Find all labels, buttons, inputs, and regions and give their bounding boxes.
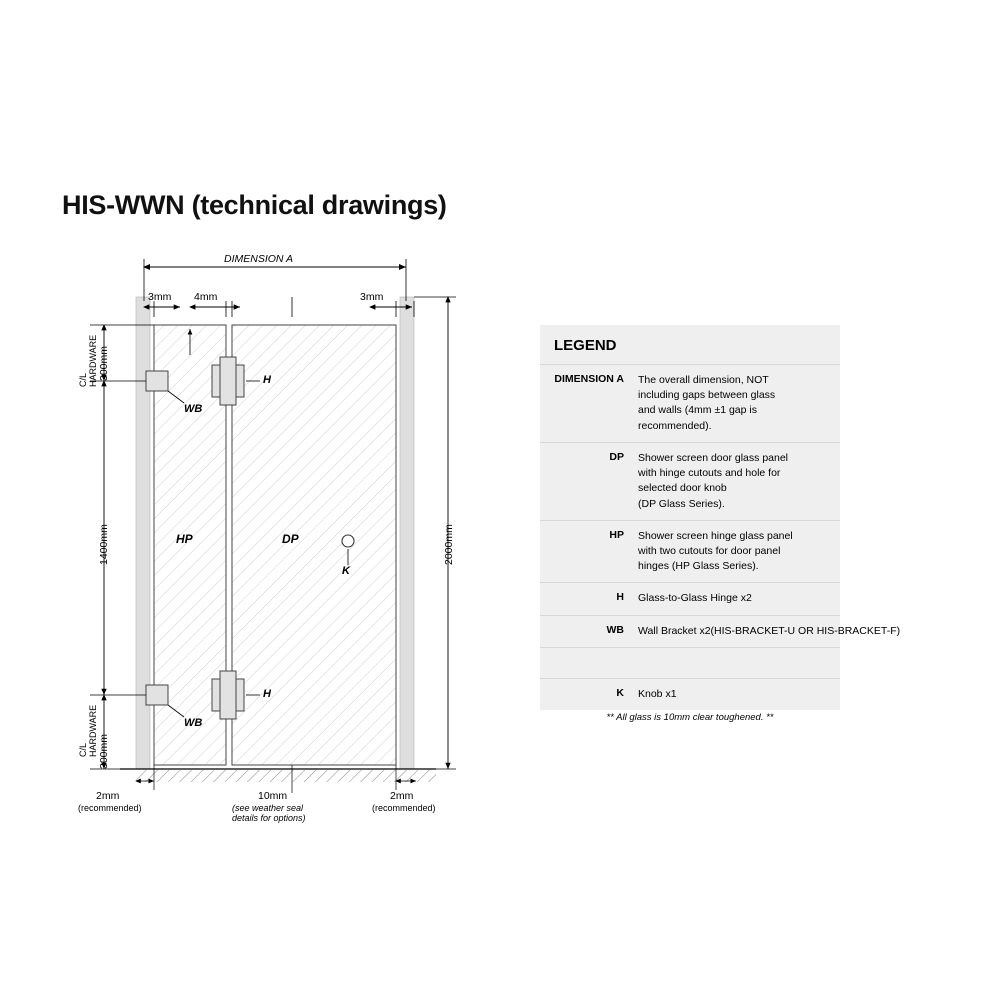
technical-drawing — [60, 245, 480, 845]
legend-value: The overall dimension, NOT including gaps between glass and walls (4mm ±1 gap is recommended). — [638, 374, 776, 432]
legend-row — [540, 583, 840, 615]
legend-key: HP — [609, 528, 624, 541]
wall-bracket-top-label: WB — [184, 403, 203, 415]
legend-panel — [540, 325, 901, 710]
wall-bracket-top — [146, 371, 168, 391]
legend-row-spacer — [540, 648, 840, 679]
legend-key: DP — [609, 450, 624, 463]
top-hardware-dimension: 300mm — [98, 345, 110, 381]
legend-value: Knob x1 — [638, 687, 677, 700]
shower-screen-drawing-svg — [60, 245, 480, 845]
panel-dp-label: DP — [282, 532, 299, 546]
gap-between-glass-label: 4mm — [194, 291, 218, 303]
panel-hp-label: HP — [176, 532, 193, 546]
legend-key: WB — [606, 623, 624, 636]
floor-center-gap: 10mm — [258, 790, 288, 802]
overall-height-dimension: 2000mm — [443, 524, 455, 565]
gap-right-wall-label: 3mm — [360, 291, 384, 303]
legend-note: ** All glass is 10mm clear toughened. ** — [606, 712, 774, 723]
floor-left-gap: 2mm — [96, 790, 120, 802]
legend-title: LEGEND — [540, 325, 840, 365]
hinge-bottom-label: H — [263, 688, 271, 700]
legend-key — [540, 648, 632, 678]
legend-key: DIMENSION A — [554, 373, 624, 385]
floor-line — [120, 769, 436, 782]
wall-right — [400, 297, 414, 769]
floor-right-gap-note: (recommended) — [372, 803, 436, 813]
legend-value: Glass-to-Glass Hinge x2 — [638, 592, 752, 605]
dimension-a-label: DIMENSION A — [224, 253, 294, 265]
middle-dimension: 1400mm — [98, 524, 110, 565]
legend-row — [540, 521, 840, 584]
floor-right-gap: 2mm — [390, 790, 414, 802]
legend-row — [540, 616, 901, 648]
legend-value — [632, 648, 644, 678]
legend-key: H — [616, 591, 624, 604]
bottom-hardware-dimension: 300mm — [98, 733, 110, 769]
top-hardware-cl-label: C/L HARDWARE — [78, 334, 99, 387]
gap-left-wall-label: 3mm — [148, 291, 172, 303]
legend-row — [540, 443, 840, 521]
page-title: HIS-WWN (technical drawings) — [62, 190, 447, 220]
legend-row — [540, 365, 840, 443]
legend-value: Shower screen hinge glass panel with two cutouts for door panel hinges (HP Glass Series). — [638, 529, 793, 573]
legend-value: Shower screen door glass panel with hinge cutouts and hole for selected door knob (DP Glass Series). — [638, 451, 789, 510]
wall-bracket-bottom — [146, 685, 168, 705]
legend-key: K — [616, 686, 624, 699]
legend-row — [540, 679, 840, 710]
bottom-hardware-cl-label: C/L HARDWARE — [78, 704, 99, 757]
floor-left-gap-note: (recommended) — [78, 803, 142, 813]
knob-label: K — [342, 565, 350, 577]
legend-value: Wall Bracket x2(HIS-BRACKET-U OR HIS-BRACKET-F) — [638, 624, 901, 637]
floor-center-note: (see weather seal details for options) — [232, 803, 306, 824]
wall-bracket-bottom-label: WB — [184, 717, 203, 729]
knob-hole — [342, 535, 354, 547]
hinge-top-label: H — [263, 374, 271, 386]
glass-panel-dp — [232, 325, 396, 765]
